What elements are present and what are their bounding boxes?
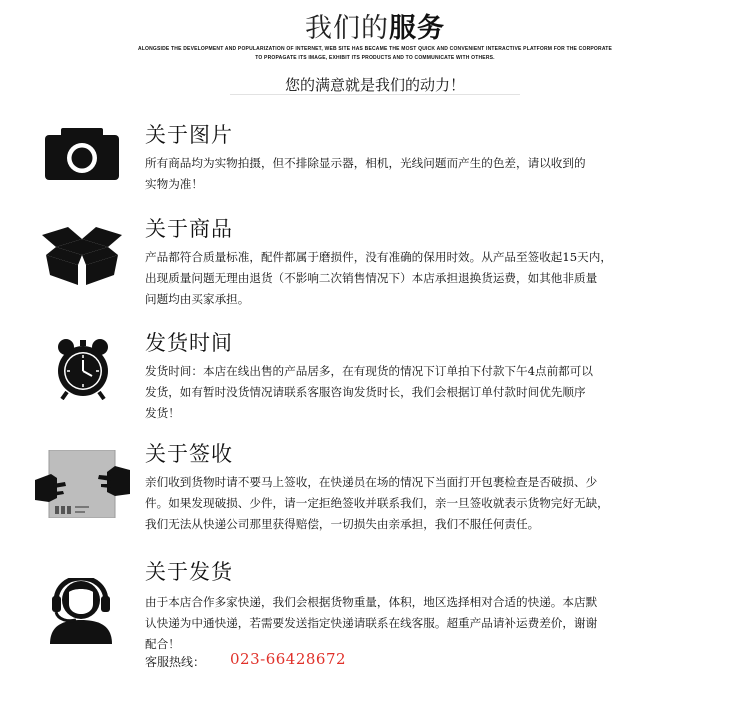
hotline-number[interactable]: 023-66428672 xyxy=(230,650,347,668)
text-line: 件。如果发现破损、少件，请一定拒绝签收并联系我们，亲一旦签收就表示货物完好无缺， xyxy=(145,496,609,510)
section-text-receipt xyxy=(145,472,705,535)
text-line: 发货，如有暂时没货情况请联系客服咨询发货时长，我们会根据订单付款时间优先顺序 xyxy=(145,385,586,399)
text-line: 发货！ xyxy=(145,406,180,420)
text-line: 所有商品均为实物拍摄，但不排除显示器，相机，光线问题而产生的色差，请以收到的 xyxy=(145,156,586,170)
text-line: 亲们收到货物时请不要马上签收，在快递员在场的情况下当面打开包裹检查是否破损、少 xyxy=(145,475,598,489)
slogan-divider xyxy=(230,94,520,95)
text-line: 配合！ xyxy=(145,637,180,651)
camera-icon xyxy=(45,128,119,180)
package-handover-icon xyxy=(35,450,130,518)
section-title-products: 关于商品 xyxy=(145,217,233,241)
english-tagline-line2: TO PROPAGATE ITS IMAGE, EXHIBIT ITS PRODUCTS AND TO COMMUNICATE WITH OTHERS. xyxy=(255,55,495,61)
text-line: 问题均由买家承担。 xyxy=(145,292,250,306)
text-line: 产品都符合质量标准，配件都属于磨损件，没有准确的保用时效。从产品至签收起15天内， xyxy=(145,250,612,264)
section-title-receipt: 关于签收 xyxy=(145,442,233,466)
open-box-icon xyxy=(42,225,122,287)
section-text-delivery xyxy=(145,592,705,655)
alarm-clock-icon xyxy=(55,338,111,400)
page-title xyxy=(0,6,750,45)
headset-agent-icon xyxy=(48,578,114,644)
section-title-shipping-time: 发货时间 xyxy=(145,331,233,355)
slogan: 您的满意就是我们的动力！ xyxy=(284,76,465,94)
section-text-products xyxy=(145,247,705,310)
section-title-delivery: 关于发货 xyxy=(145,560,233,584)
section-text-pictures xyxy=(145,153,705,195)
page-title-part1: 我们的 xyxy=(305,13,389,44)
text-line: 出现质量问题无理由退货（不影响二次销售情况下）本店承担退换货运费，如其他非质量 xyxy=(145,271,598,285)
section-text-shipping-time xyxy=(145,361,705,424)
text-line: 实物为准！ xyxy=(145,177,203,191)
english-tagline-line1: ALONGSIDE THE DEVELOPMENT AND POPULARIZATION OF INTERNET, WEB SITE HAS BECAME THE MOST QUICK AND CONVENIENT INTERACTIVE PLATFORM FOR THE CORPORATE xyxy=(137,46,613,52)
text-line: 我们无法从快递公司那里获得赔偿，一切损失由亲承担，我们不服任何责任。 xyxy=(145,517,540,531)
section-title-pictures: 关于图片 xyxy=(145,123,233,147)
text-line: 认快递为中通快递，若需要发送指定快递请联系在线客服。超重产品请补运费差价，谢谢 xyxy=(145,616,598,630)
page-title-part2: 服务 xyxy=(389,13,445,44)
hotline-label: 客服热线： xyxy=(145,655,206,669)
text-line: 由于本店合作多家快递，我们会根据货物重量，体积，地区选择相对合适的快递。本店默 xyxy=(145,595,598,609)
text-line: 发货时间：本店在线出售的产品居多，在有现货的情况下订单拍下付款下午4点前都可以 xyxy=(145,364,593,378)
